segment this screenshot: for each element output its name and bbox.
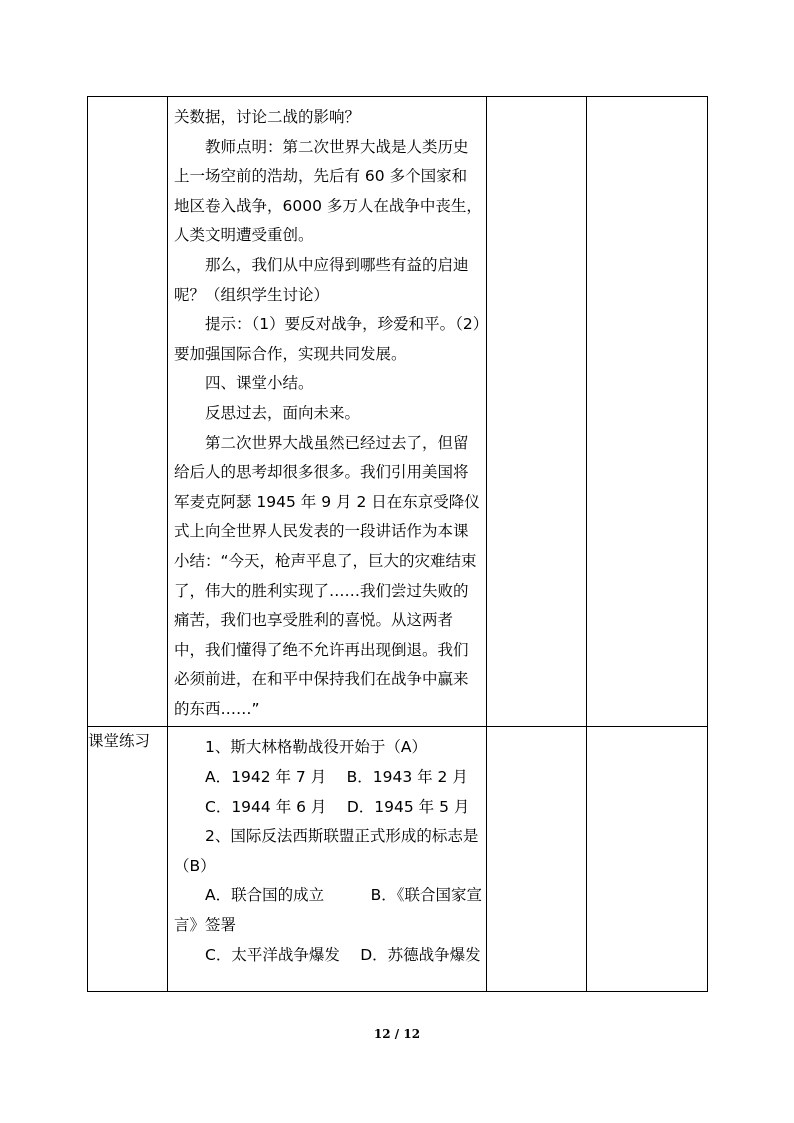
lesson-plan-table [87, 96, 708, 992]
question-2: 2、国际反法西斯联盟正式形成的标志是（B） [174, 827, 479, 875]
teaching-content-cell [168, 97, 487, 727]
empty-cell-col4 [587, 727, 708, 992]
row-label-empty [88, 97, 168, 727]
question-2-options-cd: C．太平洋战争爆发 D．苏德战争爆发 [205, 945, 481, 964]
page-number: 12 / 12 [373, 1027, 421, 1041]
question-1-options-ab: A．1942 年 7 月 B．1943 年 2 月 [205, 768, 468, 787]
paragraph-teacher-note: 教师点明：第二次世界大战是人类历史上一场空前的浩劫，先后有 60 多个国家和地区卷入战争，6000 多万人在战争中丧生，人类文明遭受重创。 [174, 137, 482, 245]
practice-content-cell [168, 727, 487, 992]
empty-cell-col3 [487, 727, 587, 992]
paragraph-discussion-intro: 关数据，讨论二战的影响？ [174, 108, 361, 126]
empty-cell-col3 [487, 97, 587, 727]
paragraph-reflect: 反思过去，面向未来。 [205, 403, 361, 422]
teaching-process-row [88, 97, 708, 727]
paragraph-hint: 提示：（1）要反对战争，珍爱和平。（2）要加强国际合作，实现共同发展。 [174, 315, 481, 363]
section-heading-summary: 四、课堂小结。 [205, 374, 314, 393]
question-2-options-ab: A．联合国的成立 B．《联合国家宣言》签署 [174, 886, 482, 935]
paragraph-macarthur-quote: 第二次世界大战虽然已经过去了，但留给后人的思考却很多很多。我们引用美国将军麦克阿瑟 1945 年 9 月 2 日在东京受降仪式上向全世界人民发表的一段讲话作为本课小结：“今天，枪声平息了，巨大的灾难结束了，伟大的胜利实现了……我们尝过失败的痛苦，我们也享受胜利的喜悦。从这两者中，我们懂得了绝不允许再出现倒退。我们必须前进，在和平中保持我们在战争中赢来的东西……” [174, 433, 480, 718]
question-1-options-cd: C．1944 年 6 月 D．1945 年 5 月 [205, 797, 470, 816]
practice-label: 课堂练习 [88, 727, 168, 992]
empty-cell-col4 [587, 97, 708, 727]
practice-row [88, 727, 708, 992]
question-1: 1、斯大林格勒战役开始于（A） [205, 738, 427, 757]
paragraph-question: 那么，我们从中应得到哪些有益的启迪呢？（组织学生讨论） [174, 255, 469, 304]
